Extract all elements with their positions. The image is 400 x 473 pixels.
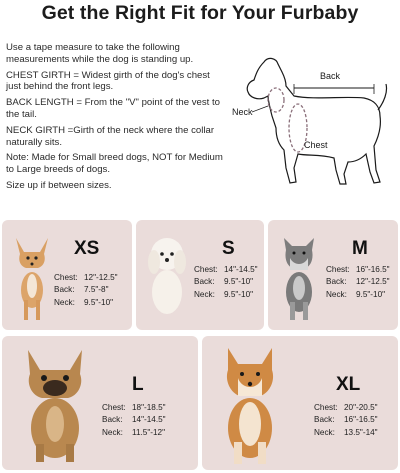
back-key: Back: [326,277,347,287]
size-card-s [136,220,264,330]
size-measurements-xl [314,402,378,439]
chihuahua-photo [10,234,54,324]
back-value: 7.5"-8" [84,285,109,295]
size-label-l: L [132,374,144,395]
size-label-m: M [352,238,368,259]
chest-key: Chest: [314,403,338,412]
neck-key: Neck: [54,297,75,307]
chest-row [102,402,166,414]
chest-key: Chest: [326,265,350,274]
size-label-s: S [222,238,235,259]
back-value: 12"-12.5" [356,277,390,287]
chest-value: 16"-16.5" [356,265,390,274]
neck-pointer [252,106,268,112]
size-card-m [268,220,398,330]
neck-row [102,427,166,439]
back-row [314,414,378,426]
back-row [54,284,118,296]
back-value: 16"-16.5" [344,415,378,425]
chest-value: 20"-20.5" [344,403,378,412]
chest-key: Chest: [54,273,78,282]
schnauzer-photo [276,232,322,324]
back-row [194,276,258,288]
neck-key: Neck: [194,289,215,299]
size-measurements-m [326,264,390,301]
neck-row [314,427,378,439]
neck-label: Neck [232,107,253,117]
size-card-xs [2,220,132,330]
chest-label: Chest [304,140,328,150]
back-value: 9.5"-10" [224,277,254,287]
neck-girth-text: NECK GIRTH =Girth of the neck where the collar naturally sits. [6,124,215,148]
neck-key: Neck: [102,427,123,437]
chest-row [326,264,390,276]
neck-value: 9.5"-10" [356,289,386,299]
back-key: Back: [102,415,123,425]
neck-value: 9.5"-10" [224,289,254,299]
dog-outline-illustration [224,50,394,200]
neck-row [194,289,258,301]
size-note-text: Note: Made for Small breed dogs, NOT for Medium to Large breeds of dogs. [6,152,223,176]
chest-value: 14"-14.5" [224,265,258,274]
shiba-inu-photo [218,342,282,466]
size-card-l [2,336,198,470]
neck-row [54,297,118,309]
chest-key: Chest: [194,265,218,274]
neck-value: 9.5"-10" [84,297,114,307]
chest-row [54,272,118,284]
back-key: Back: [194,277,215,287]
neck-value: 11.5"-12" [132,427,165,437]
intro-text: Use a tape measure to take the following measurements while the dog is standing up. [6,42,194,65]
dog-outline [247,58,380,184]
back-row [326,276,390,288]
maltese-photo [144,234,190,322]
size-measurements-xs [54,272,118,309]
back-length-text: BACK LENGTH = From the "V" point of the vest to the tail. [6,97,220,120]
size-label-xl: XL [336,374,361,395]
back-value: 14"-14.5" [132,415,166,425]
back-key: Back: [54,285,75,295]
chest-value: 12"-12.5" [84,273,118,282]
back-row [102,414,166,426]
chest-girth-text: CHEST GIRTH = Widest girth of the dog's chest just behind the front legs. [6,69,210,93]
measurement-instructions [6,42,224,196]
dog-tail [378,84,387,110]
chest-row [314,402,378,414]
chest-row [194,264,258,276]
page-title: Get the Right Fit for Your Furbaby [41,2,359,24]
neck-key: Neck: [314,427,335,437]
size-label-xs: XS [74,238,100,259]
chest-value: 18"-18.5" [132,403,166,412]
neck-row [326,289,390,301]
back-key: Back: [314,415,335,425]
back-label: Back [320,71,341,81]
dog-measurement-diagram [224,50,394,200]
size-card-xl [202,336,398,470]
neck-key: Neck: [326,289,347,299]
french-bulldog-photo [22,344,88,464]
size-measurements-l [102,402,166,439]
size-up-tip: Size up if between sizes. [6,179,112,191]
chest-key: Chest: [102,403,126,412]
size-measurements-s [194,264,258,301]
neck-value: 13.5"-14" [344,427,378,437]
